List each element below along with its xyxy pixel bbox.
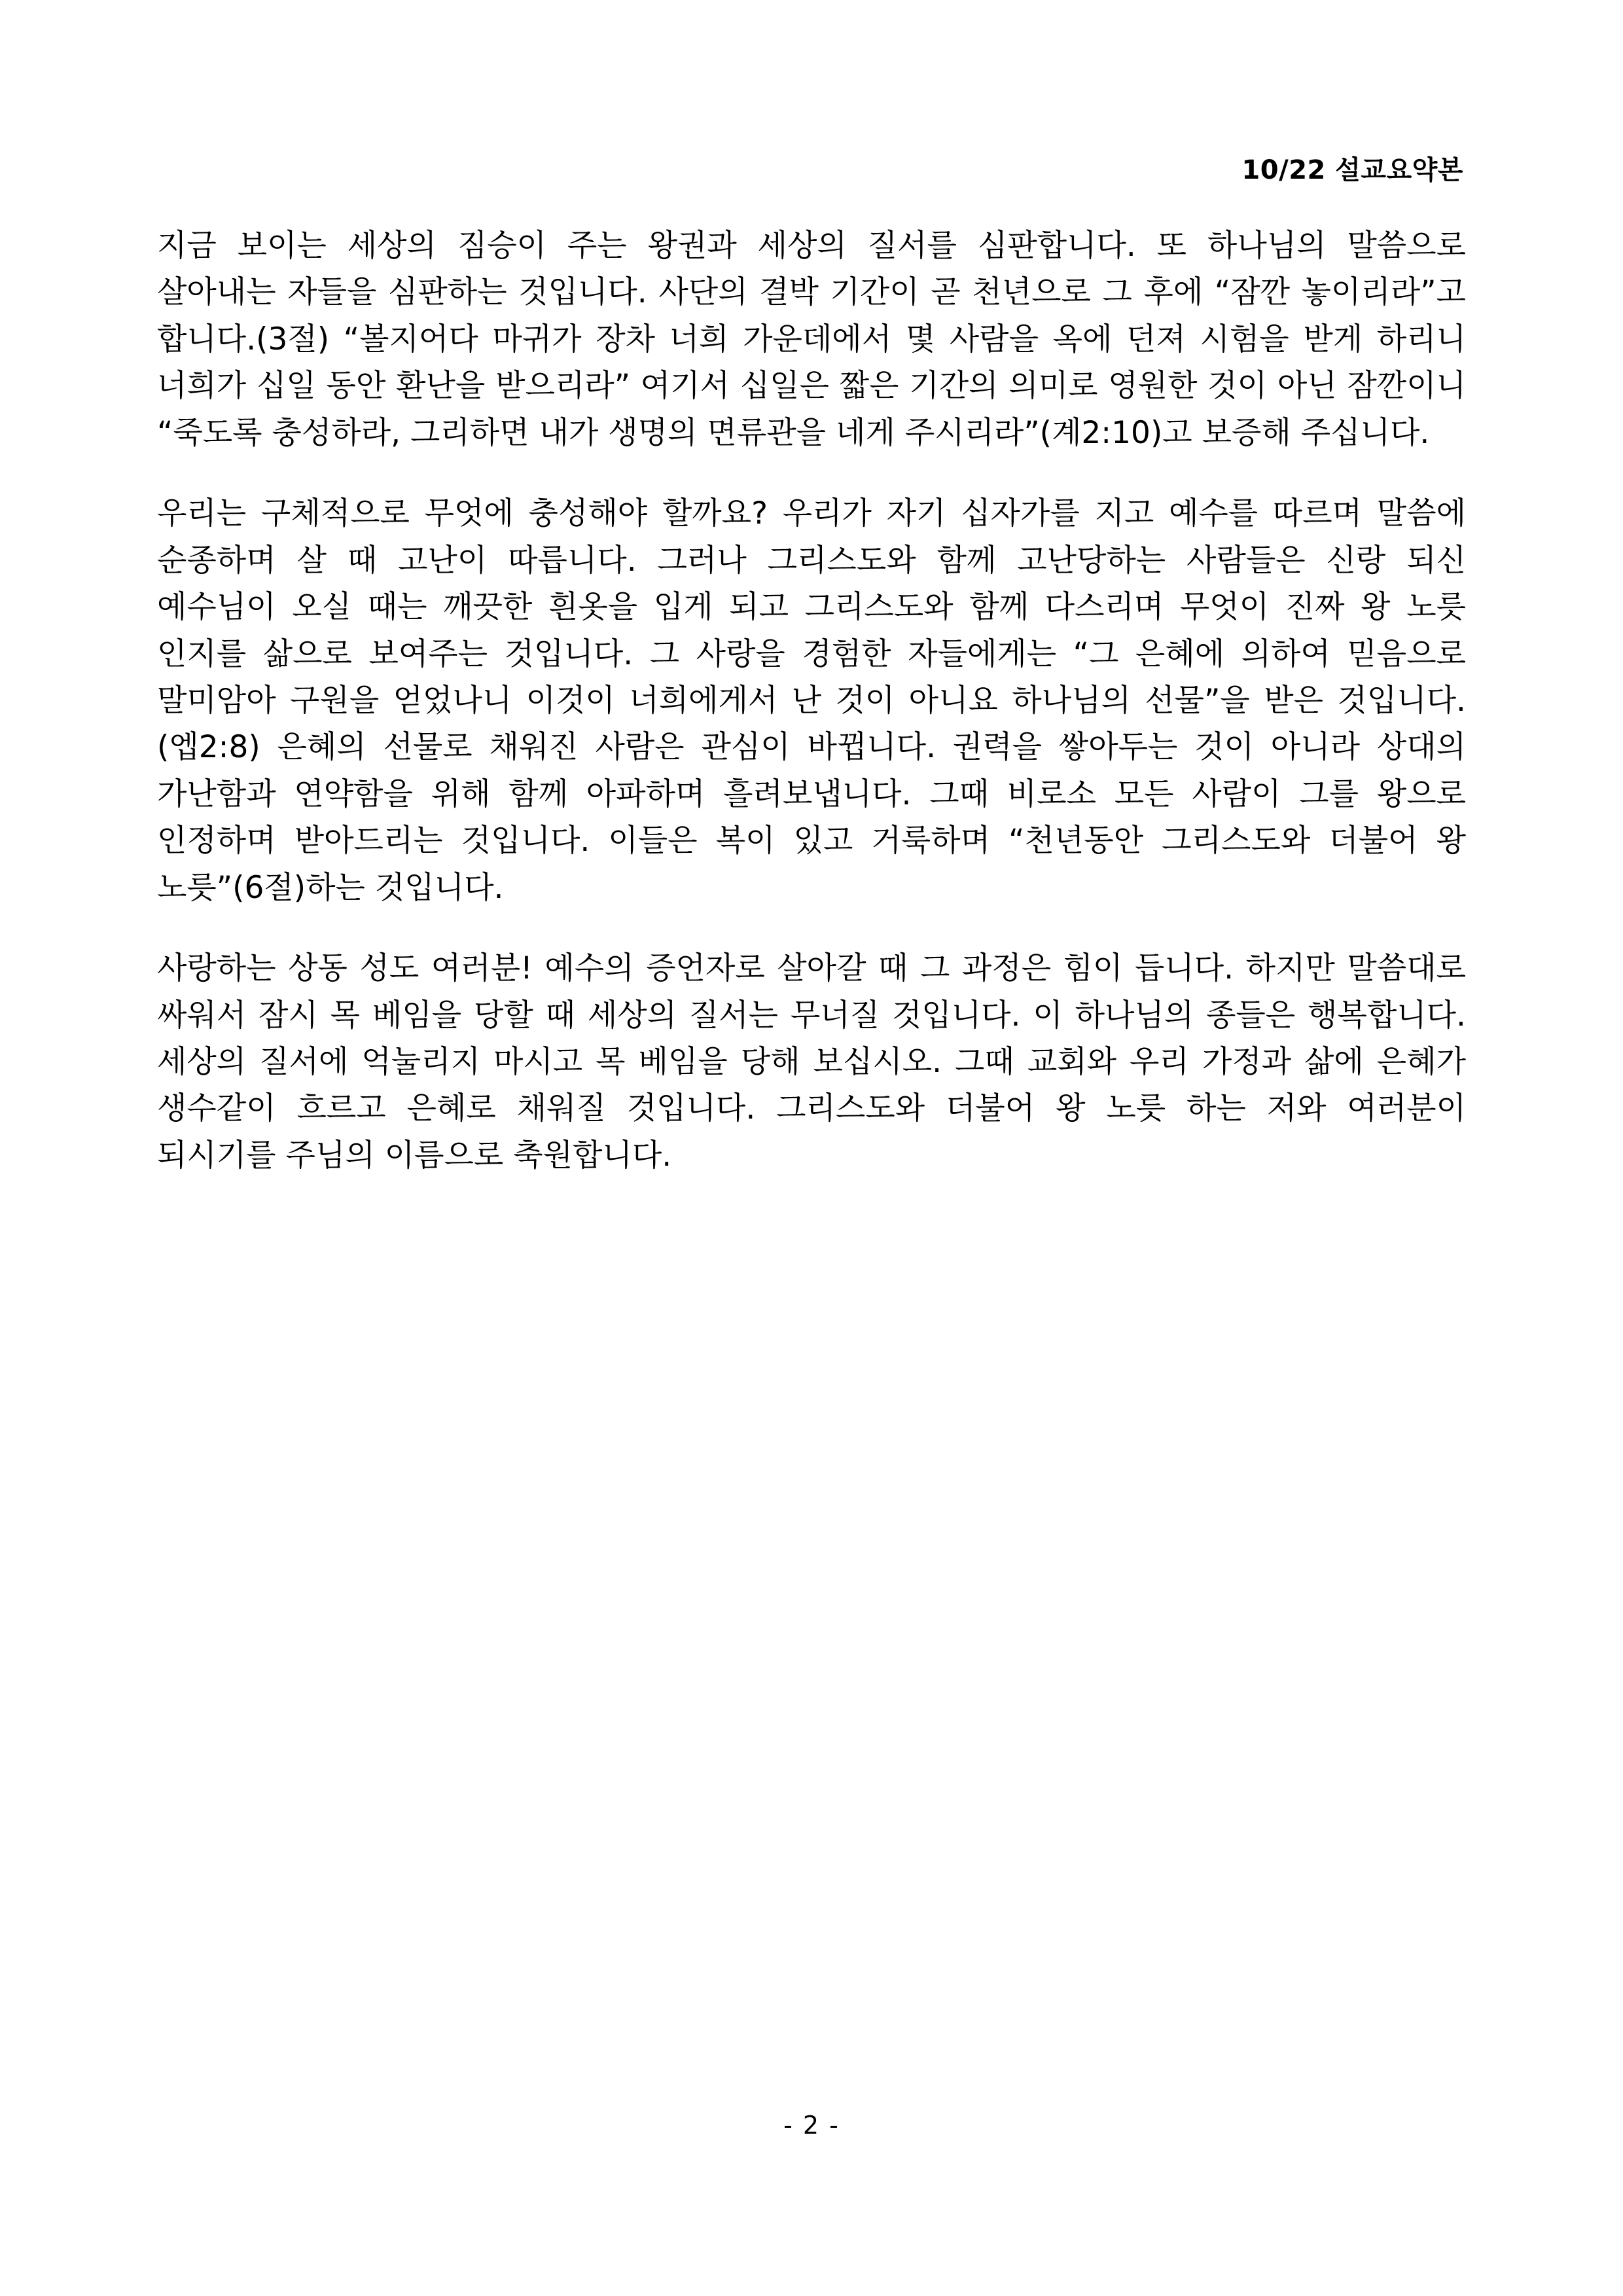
page-number-footer: - 2 - [783, 2111, 840, 2140]
document-body [157, 223, 1466, 1179]
page-header-title: 10/22 설교요약본 [1241, 155, 1463, 185]
paragraph: 지금 보이는 세상의 짐승이 주는 왕권과 세상의 질서를 심판합니다. 또 하나님의 말씀으로 살아내는 자들을 심판하는 것입니다. 사단의 결박 기간이 곧 천년으로 그 후에 “잠깐 놓이리라”고 합니다.(3절) “볼지어다 마귀가 장차 너희 가운데에서 몇 사람을 옥에 던져 시험을 받게 하리니 너희가 십일 동안 환난을 받으리라” 여기서 십일은 짧은 기간의 의미로 영원한 것이 아닌 잠깐이니 “죽도록 충성하라, 그리하면 내가 생명의 면류관을 네게 주시리라”(계2:10)고 보증해 주십니다. [157, 228, 1466, 451]
paragraph: 우리는 구체적으로 무엇에 충성해야 할까요? 우리가 자기 십자가를 지고 예수를 따르며 말씀에 순종하며 살 때 고난이 따릅니다. 그러나 그리스도와 함께 고난당하는 사람들은 신랑 되신 예수님이 오실 때는 깨끗한 흰옷을 입게 되고 그리스도와 함께 다스리며 무엇이 진짜 왕 노릇 인지를 삶으로 보여주는 것입니다. 그 사랑을 경험한 자들에게는 “그 은혜에 의하여 믿음으로 말미암아 구원을 얻었나니 이것이 너희에게서 난 것이 아니요 하나님의 선물”을 받은 것입니다.(엡2:8) 은혜의 선물로 채워진 사람은 관심이 바뀝니다. 권력을 쌓아두는 것이 아니라 상대의 가난함과 연약함을 위해 함께 아파하며 흘려보냅니다. 그때 비로소 모든 사람이 그를 왕으로 인정하며 받아드리는 것입니다. 이들은 복이 있고 거룩하며 “천년동안 그리스도와 더불어 왕 노릇”(6절)하는 것입니다. [157, 495, 1466, 906]
paragraph: 사랑하는 상동 성도 여러분! 예수의 증언자로 살아갈 때 그 과정은 힘이 듭니다. 하지만 말씀대로 싸워서 잠시 목 베임을 당할 때 세상의 질서는 무너질 것입니다. 이 하나님의 종들은 행복합니다. 세상의 질서에 억눌리지 마시고 목 베임을 당해 보십시오. 그때 교회와 우리 가정과 삶에 은혜가 생수같이 흐르고 은혜로 채워질 것입니다. 그리스도와 더불어 왕 노릇 하는 저와 여러분이 되시기를 주님의 이름으로 축원합니다. [157, 950, 1466, 1174]
